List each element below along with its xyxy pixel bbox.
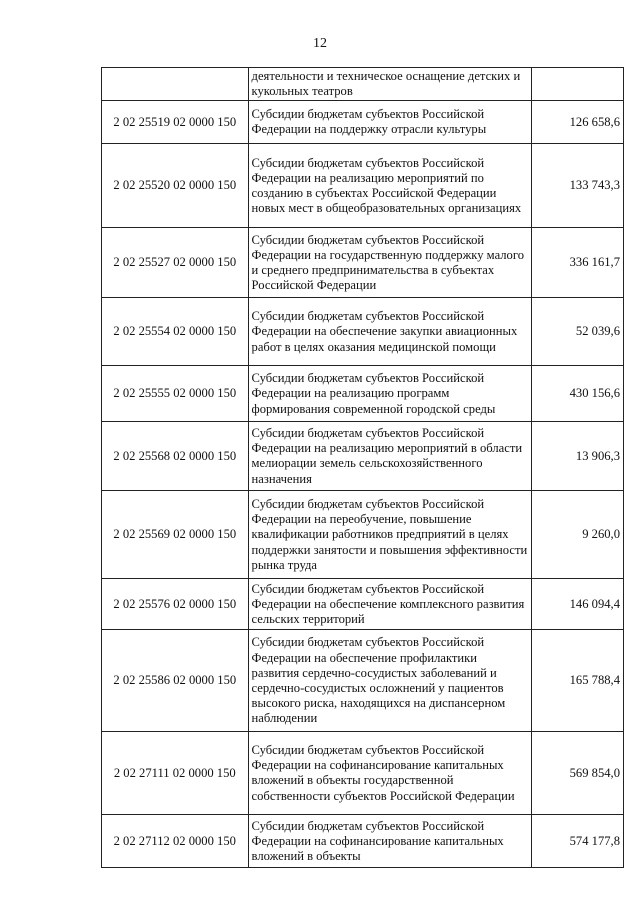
row-code: 2 02 27112 02 0000 150	[102, 815, 249, 868]
row-amount: 13 906,3	[531, 422, 623, 491]
table-row	[102, 422, 624, 491]
row-amount: 146 094,4	[531, 579, 623, 630]
row-code: 2 02 25586 02 0000 150	[102, 630, 249, 732]
row-code: 2 02 25554 02 0000 150	[102, 298, 249, 366]
table-row	[102, 630, 624, 732]
row-description: Субсидии бюджетам субъектов Российской Федерации на обеспечение закупки авиационных работ в целях оказания медицинской помощи	[248, 298, 531, 366]
row-code: 2 02 25555 02 0000 150	[102, 366, 249, 422]
row-amount: 430 156,6	[531, 366, 623, 422]
row-amount: 336 161,7	[531, 228, 623, 298]
row-code: 2 02 25527 02 0000 150	[102, 228, 249, 298]
table-row	[102, 228, 624, 298]
budget-table	[101, 67, 624, 868]
table-row	[102, 101, 624, 144]
row-description: Субсидии бюджетам субъектов Российской Федерации на поддержку отрасли культуры	[248, 101, 531, 144]
row-description: Субсидии бюджетам субъектов Российской Федерации на софинансирование капитальных вложений в объекты государственной собственности субъектов Российской Федерации	[248, 732, 531, 815]
row-code: 2 02 25568 02 0000 150	[102, 422, 249, 491]
row-description: Субсидии бюджетам субъектов Российской Федерации на реализацию мероприятий в области мелиорации земель сельскохозяйственного назначения	[248, 422, 531, 491]
table-row	[102, 815, 624, 868]
row-amount: 9 260,0	[531, 491, 623, 579]
table-row	[102, 366, 624, 422]
row-amount: 126 658,6	[531, 101, 623, 144]
table-row	[102, 298, 624, 366]
row-description: Субсидии бюджетам субъектов Российской Федерации на реализацию программ формирования современной городской среды	[248, 366, 531, 422]
row-amount: 574 177,8	[531, 815, 623, 868]
row-description: Субсидии бюджетам субъектов Российской Федерации на обеспечение комплексного развития сельских территорий	[248, 579, 531, 630]
row-amount: 52 039,6	[531, 298, 623, 366]
row-code: 2 02 25569 02 0000 150	[102, 491, 249, 579]
row-code	[102, 68, 249, 101]
row-amount: 165 788,4	[531, 630, 623, 732]
table-row	[102, 732, 624, 815]
row-description: Субсидии бюджетам субъектов Российской Федерации на реализацию мероприятий по созданию в субъектах Российской Федерации новых мест в общеобразовательных организациях	[248, 144, 531, 228]
row-description: Субсидии бюджетам субъектов Российской Федерации на обеспечение профилактики развития сердечно-сосудистых заболеваний и сердечно-сосудистых осложнений у пациентов высокого риска, находящихся на диспансерном наблюдении	[248, 630, 531, 732]
row-amount: 569 854,0	[531, 732, 623, 815]
row-description: Субсидии бюджетам субъектов Российской Федерации на государственную поддержку малого и среднего предпринимательства в субъектах Российской Федерации	[248, 228, 531, 298]
row-code: 2 02 25520 02 0000 150	[102, 144, 249, 228]
table-row	[102, 144, 624, 228]
row-description: деятельности и техническое оснащение детских и кукольных театров	[248, 68, 531, 101]
row-amount	[531, 68, 623, 101]
row-code: 2 02 25519 02 0000 150	[102, 101, 249, 144]
row-code: 2 02 25576 02 0000 150	[102, 579, 249, 630]
table-row	[102, 68, 624, 101]
table-row	[102, 491, 624, 579]
row-amount: 133 743,3	[531, 144, 623, 228]
table-row	[102, 579, 624, 630]
row-description: Субсидии бюджетам субъектов Российской Федерации на софинансирование капитальных вложений в объекты	[248, 815, 531, 868]
row-description: Субсидии бюджетам субъектов Российской Федерации на переобучение, повышение квалификации работников предприятий в целях поддержки занятости и повышения эффективности рынка труда	[248, 491, 531, 579]
page-number: 12	[313, 36, 327, 51]
row-code: 2 02 27111 02 0000 150	[102, 732, 249, 815]
